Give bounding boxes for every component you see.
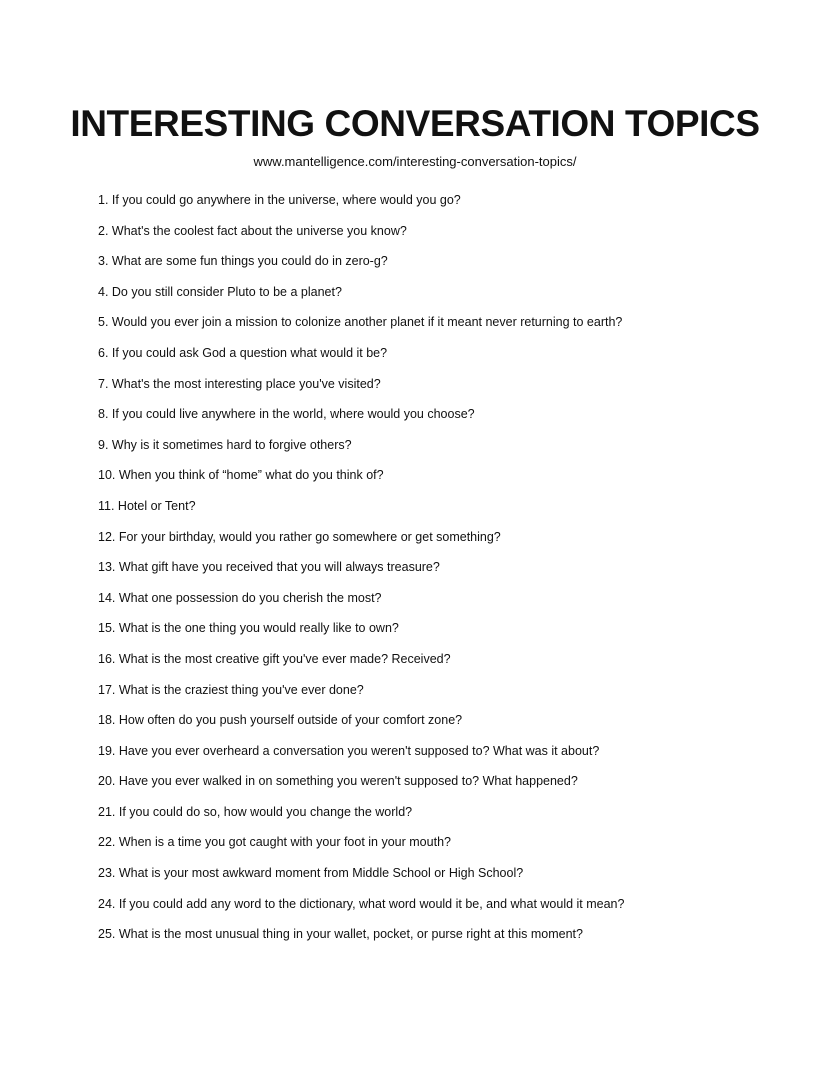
list-item: 9. Why is it sometimes hard to forgive others? <box>98 437 352 452</box>
list-item: 1. If you could go anywhere in the universe, where would you go? <box>98 193 461 207</box>
list-item: 4. Do you still consider Pluto to be a planet? <box>98 284 342 299</box>
list-item: 10. When you think of “home” what do you think of? <box>98 468 384 483</box>
list-item: 5. Would you ever join a mission to colonize another planet if it meant never returning to earth? <box>98 315 623 330</box>
list-item: 14. What one possession do you cherish the most? <box>98 590 382 605</box>
list-item: 7. What's the most interesting place you've visited? <box>98 376 381 391</box>
list-item: 15. What is the one thing you would really like to own? <box>98 621 399 636</box>
list-item: 21. If you could do so, how would you change the world? <box>98 804 413 819</box>
list-item: 22. When is a time you got caught with your foot in your mouth? <box>98 835 451 850</box>
list-item: 13. What gift have you received that you will always treasure? <box>98 560 440 575</box>
page-title: INTERESTING CONVERSATION TOPICS <box>70 103 760 144</box>
list-item: 18. How often do you push yourself outside of your comfort zone? <box>98 713 463 728</box>
list-item: 3. What are some fun things you could do in zero-g? <box>98 254 388 269</box>
source-url: www.mantelligence.com/interesting-conversation-topics/ <box>253 154 577 169</box>
list-item: 20. Have you ever walked in on something you weren't supposed to? What happened? <box>98 774 578 789</box>
list-item: 6. If you could ask God a question what would it be? <box>98 345 388 360</box>
list-item: 11. Hotel or Tent? <box>98 498 196 513</box>
list-item: 8. If you could live anywhere in the world, where would you choose? <box>98 407 475 422</box>
list-item: 25. What is the most unusual thing in your wallet, pocket, or purse right at this moment? <box>98 927 583 942</box>
list-item: 12. For your birthday, would you rather go somewhere or get something? <box>98 529 501 544</box>
list-item: 23. What is your most awkward moment from Middle School or High School? <box>98 866 524 881</box>
list-item: 19. Have you ever overheard a conversation you weren't supposed to? What was it about? <box>98 743 600 758</box>
list-item: 16. What is the most creative gift you've ever made? Received? <box>98 651 451 666</box>
list-item: 2. What's the coolest fact about the universe you know? <box>98 223 407 238</box>
topic-list <box>98 188 778 953</box>
list-item: 24. If you could add any word to the dictionary, what word would it be, and what would it mean? <box>98 896 625 911</box>
list-item: 17. What is the craziest thing you've ever done? <box>98 682 364 697</box>
